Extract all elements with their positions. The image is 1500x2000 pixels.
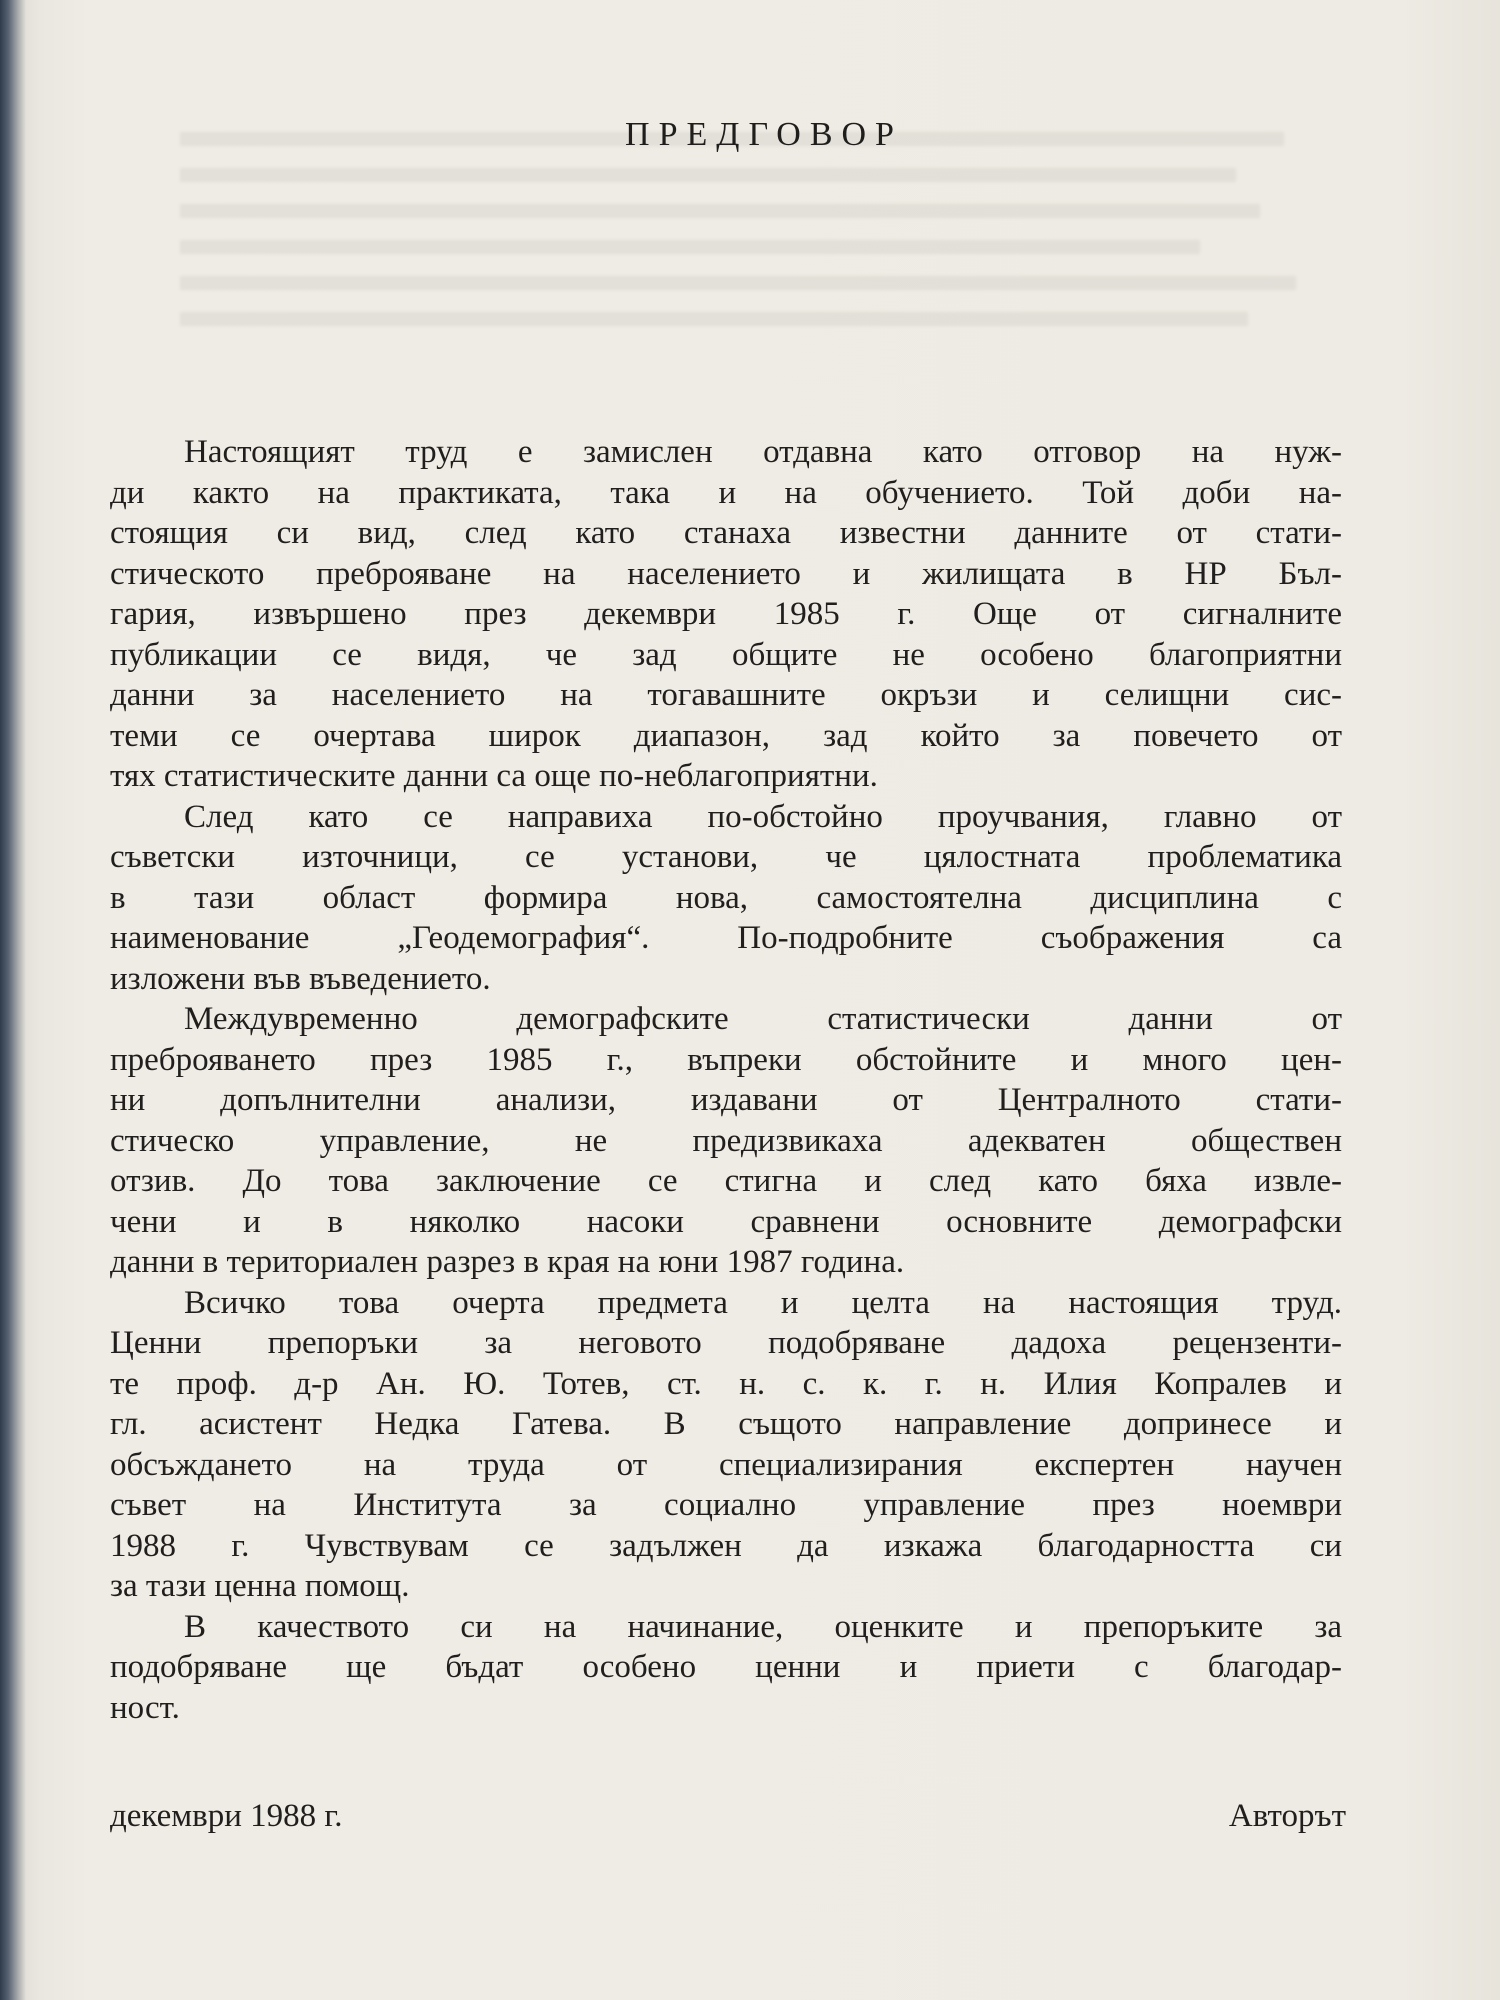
text-line: стоящия си вид, след като станаха известни данните от стати-	[110, 515, 1342, 551]
text-line: съвет на Института за социално управление през ноември	[110, 1487, 1342, 1523]
text-line: След като се направиха по-обстойно проучвания, главно от	[184, 798, 1342, 835]
text-line: преброяването през 1985 г., въпреки обстойните и много цен-	[110, 1041, 1342, 1078]
paragraph	[110, 999, 1342, 1283]
text-line: отзив. До това заключение се стигна и след като бяха извле-	[110, 1163, 1342, 1199]
preface-body	[110, 432, 1342, 1728]
text-line: В качеството си на начинание, оценките и препоръките за	[184, 1608, 1342, 1645]
text-line: гл. асистент Недка Гатева. В същото направление допринесе и	[110, 1406, 1342, 1442]
paragraph	[110, 1283, 1342, 1607]
text-line: Всичко това очерта предмета и целта на настоящия труд.	[184, 1284, 1342, 1321]
text-line: данни в териториален разрез в края на юни 1987 година.	[110, 1244, 905, 1280]
text-line: в тази област формира нова, самостоятелна дисциплина с	[110, 879, 1342, 916]
text-line: чени и в няколко насоки сравнени основните демографски	[110, 1203, 1342, 1240]
text-line: тях статистическите данни са още по-неблагоприятни.	[110, 758, 878, 794]
paragraph	[110, 1607, 1342, 1729]
signature-author: Авторът	[1228, 1798, 1346, 1834]
signature-block	[110, 1798, 1346, 1835]
text-line: 1988 г. Чувствувам се задължен да изкажа благодарността си	[110, 1527, 1342, 1564]
text-line: за тази ценна помощ.	[110, 1568, 410, 1604]
paragraph	[110, 432, 1342, 797]
text-line: изложени във въведението.	[110, 960, 491, 997]
text-line: ност.	[110, 1689, 180, 1726]
page-title: ПРЕДГОВОР	[625, 116, 903, 153]
text-line: данни за населението на тогавашните окръзи и селищни сис-	[110, 677, 1342, 713]
text-line: стическо управление, не предизвикаха адекватен обществен	[110, 1122, 1342, 1159]
text-line: Настоящият труд е замислен отдавна като отговор на нуж-	[184, 434, 1342, 470]
text-line: съветски източници, се установи, че цялостната проблематика	[110, 839, 1342, 875]
text-line: ни допълнителни анализи, издавани от Централното стати-	[110, 1082, 1342, 1118]
text-line: те проф. д-р Ан. Ю. Тотев, ст. н. с. к. г. н. Илия Копралев и	[110, 1365, 1342, 1402]
text-line: подобряване ще бъдат особено ценни и приети с благодар-	[110, 1649, 1342, 1685]
text-line: стическото преброяване на населението и жилищата в НР Бъл-	[110, 555, 1342, 592]
page-spine-shadow	[0, 0, 26, 2000]
signature-date: декември 1988 г.	[110, 1798, 343, 1834]
text-line: теми се очертава широк диапазон, зад който за повечето от	[110, 717, 1342, 754]
paragraph	[110, 797, 1342, 1000]
text-line: наименование „Геодемография“. По-подробните съображения са	[110, 920, 1342, 956]
text-line: Междувременно демографските статистически данни от	[184, 1001, 1342, 1037]
text-line: гария, извършено през декември 1985 г. Още от сигналните	[110, 596, 1342, 632]
text-line: публикации се видя, че зад общите не особено благоприятни	[110, 636, 1342, 673]
text-line: ди както на практиката, така и на обучението. Той доби на-	[110, 474, 1342, 511]
text-line: обсъждането на труда от специализирания експертен научен	[110, 1446, 1342, 1483]
text-line: Ценни препоръки за неговото подобряване дадоха рецензенти-	[110, 1325, 1342, 1361]
